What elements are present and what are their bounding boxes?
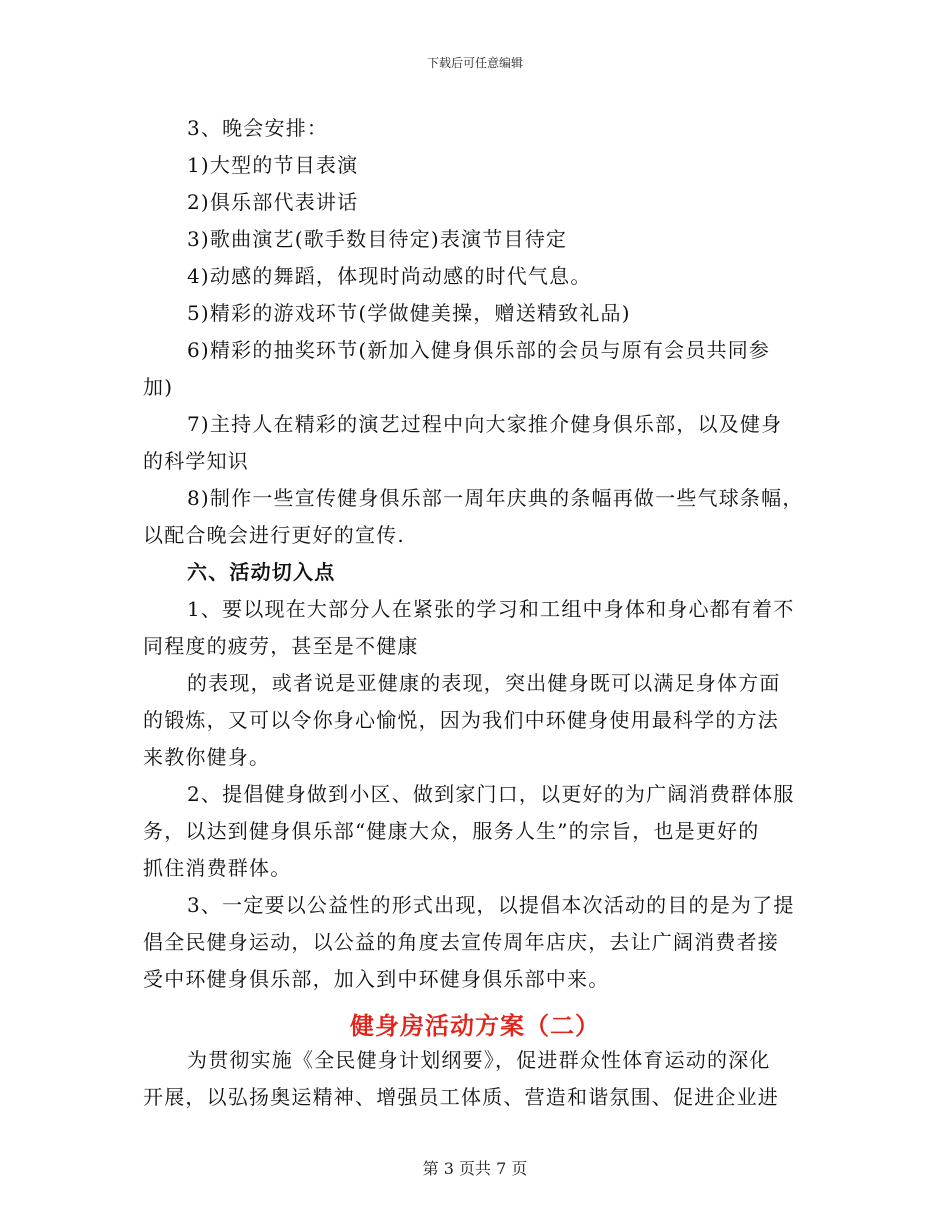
paragraph-line: 同程度的疲劳，甚至是不健康 (143, 634, 419, 658)
paragraph-line: 为贯彻实施《全民健身计划纲要》，促进群众性体育运动的深化 (187, 1048, 771, 1072)
paragraph-line: 来教你健身。 (143, 745, 271, 769)
paragraph-line: 1)大型的节目表演 (187, 153, 359, 177)
paragraph-line: 7)主持人在精彩的演艺过程中向大家推介健身俱乐部，以及健身 (187, 412, 783, 436)
paragraph-line: 开展，以弘扬奥运精神、增强员工体质、营造和谐氛围、促进企业进 (143, 1085, 779, 1109)
paragraph-line: 2)俱乐部代表讲话 (187, 190, 359, 214)
paragraph-line: 5)精彩的游戏环节(学做健美操，赠送精致礼品) (187, 301, 631, 325)
document-title: 健身房活动方案（二） (350, 1011, 600, 1040)
page-footer: 第 3 页共 7 页 (422, 1159, 528, 1178)
paragraph-line: 1、要以现在大部分人在紧张的学习和工组中身体和身心都有着不 (187, 597, 795, 621)
paragraph-line: 6)精彩的抽奖环节(新加入健身俱乐部的会员与原有会员共同参 (187, 338, 771, 362)
paragraph-line: 3、一定要以公益性的形式出现，以提倡本次活动的目的是为了提 (187, 893, 795, 917)
page-header: 下载后可任意编辑 (426, 56, 523, 70)
paragraph-line: 的表现，或者说是亚健康的表现，突出健身既可以满足身体方面 (187, 671, 781, 695)
paragraph-line: 4)动感的舞蹈，体现时尚动感的时代气息。 (187, 264, 592, 288)
paragraph-line: 抓住消费群体。 (143, 856, 292, 880)
section-heading (187, 115, 328, 141)
paragraph-line: 的锻炼，又可以令你身心愉悦，因为我们中环健身使用最科学的方法 (143, 708, 779, 732)
paragraph-line: 务，以达到健身俱乐部“健康大众，服务人生”的宗旨，也是更好的 (143, 819, 760, 843)
section-heading: 六、活动切入点 (187, 560, 336, 584)
paragraph-line: 受中环健身俱乐部，加入到中环健身俱乐部中来。 (143, 967, 610, 991)
paragraph-line: 的科学知识 (143, 449, 249, 473)
paragraph-line: 加) (143, 375, 174, 399)
paragraph-line: 以配合晚会进行更好的宣传. (143, 523, 405, 547)
paragraph-line: 8)制作一些宣传健身俱乐部一周年庆典的条幅再做一些气球条幅， (187, 486, 804, 510)
paragraph-line: 倡全民健身运动，以公益的角度去宣传周年店庆，去让广阔消费者接 (143, 930, 779, 954)
heading-text: 3、晚会安排： (187, 116, 329, 140)
paragraph-line: 3)歌曲演艺(歌手数目待定)表演节目待定 (187, 227, 568, 251)
paragraph-line: 2、提倡健身做到小区、做到家门口，以更好的为广阔消费群体服 (187, 782, 795, 806)
